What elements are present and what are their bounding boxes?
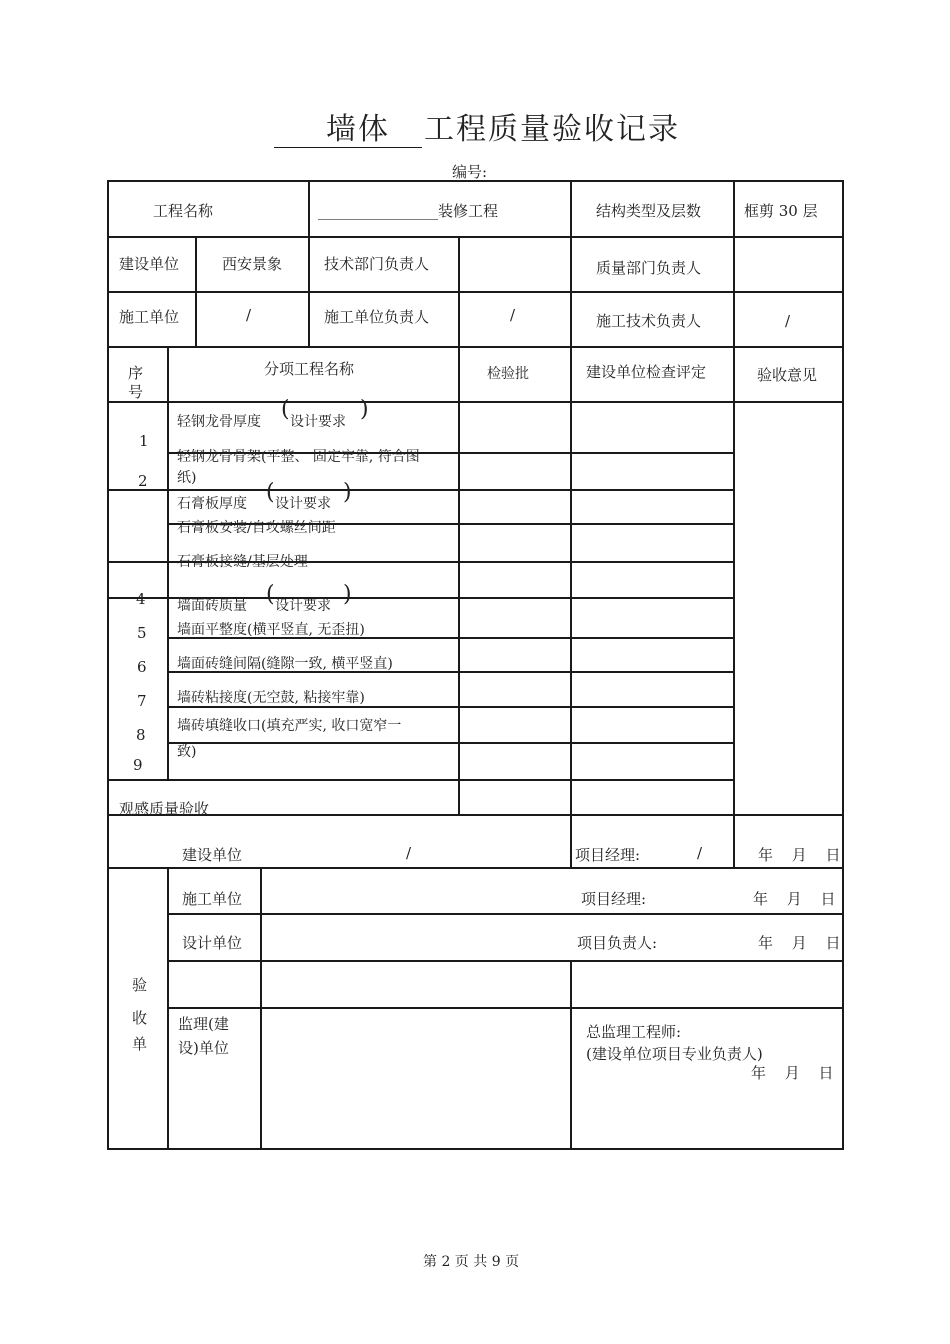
signoff-chief-line2: (建设单位项目专业负责人) bbox=[586, 1045, 763, 1063]
signoff-supervisor-line2: 设)单位 bbox=[178, 1039, 229, 1057]
col-seq-b: 号 bbox=[128, 383, 144, 401]
signoff-builder-label: 建设单位 bbox=[182, 846, 243, 864]
number-label: 编号: bbox=[452, 163, 488, 181]
page-footer: 第 2 页 共 9 页 bbox=[423, 1254, 520, 1270]
title-underline bbox=[274, 147, 422, 148]
item-3b-name: 石膏板安装/自攻螺丝间距 bbox=[177, 520, 336, 536]
item-4-open: ( bbox=[266, 582, 275, 607]
signoff-pm-label: 项目经理: bbox=[575, 846, 641, 864]
builder-value: 西安景象 bbox=[222, 255, 283, 273]
item-9-number: 9 bbox=[133, 756, 143, 774]
builder-label: 建设单位 bbox=[119, 255, 180, 273]
contractor-head-value: / bbox=[510, 306, 516, 324]
col-seq-a: 序 bbox=[128, 364, 144, 382]
item-5-number: 5 bbox=[137, 624, 147, 642]
item-4-name: 墙面砖质量 bbox=[177, 598, 247, 614]
signoff-pm-value: / bbox=[697, 844, 703, 862]
project-name-value: ________________装修工程 bbox=[318, 202, 499, 220]
structure-label: 结构类型及层数 bbox=[596, 202, 702, 220]
signoff-date-2: 年 月 日 bbox=[753, 890, 836, 908]
item-2-line2: 纸) bbox=[177, 470, 197, 486]
item-1-number: 1 bbox=[139, 432, 149, 450]
signoff-design-label: 设计单位 bbox=[182, 934, 243, 952]
quality-head-label: 质量部门负责人 bbox=[596, 259, 702, 277]
item-8-line1: 墙砖填缝收口(填充严实, 收口宽窄一 bbox=[177, 718, 402, 734]
contractor-value: / bbox=[246, 306, 252, 324]
appearance-label: 观感质量验收 bbox=[119, 800, 210, 818]
acceptance-c: 单 bbox=[132, 1035, 148, 1053]
item-6-number: 6 bbox=[137, 658, 147, 676]
signoff-supervisor-line1: 监理(建 bbox=[178, 1015, 229, 1033]
item-1-close: ) bbox=[360, 397, 369, 422]
project-name-label: 工程名称 bbox=[153, 202, 214, 220]
title-prefix: 墙体 bbox=[326, 112, 390, 147]
item-2-number: 2 bbox=[138, 472, 148, 490]
item-3-req: 设计要求 bbox=[275, 496, 331, 512]
signoff-date-3: 年 月 日 bbox=[758, 934, 841, 952]
construction-tech-head-label: 施工技术负责人 bbox=[596, 312, 702, 330]
col-evaluation: 建设单位检查评定 bbox=[586, 363, 707, 381]
signoff-chief-line1: 总监理工程师: bbox=[586, 1023, 682, 1041]
item-4-close: ) bbox=[343, 582, 352, 607]
contractor-label: 施工单位 bbox=[119, 308, 180, 326]
item-7-number: 7 bbox=[137, 692, 147, 710]
item-1-open: ( bbox=[281, 397, 290, 422]
acceptance-b: 收 bbox=[132, 1009, 148, 1027]
construction-tech-head-value: / bbox=[785, 312, 791, 330]
col-batch: 检验批 bbox=[487, 366, 529, 382]
item-4-number: 4 bbox=[136, 590, 146, 608]
document-title: 工程质量验收记录 bbox=[424, 112, 680, 147]
signoff-date-4: 年 月 日 bbox=[751, 1064, 834, 1082]
item-6-name: 墙面砖缝间隔(缝隙一致, 横平竖直) bbox=[177, 656, 393, 672]
item-3c-name: 石膏板接缝/基层处理 bbox=[177, 554, 308, 570]
item-1-req: 设计要求 bbox=[290, 414, 346, 430]
item-8-number: 8 bbox=[136, 726, 146, 744]
signoff-contractor-label: 施工单位 bbox=[182, 890, 243, 908]
item-2-line1: 轻钢龙骨骨架(平整、 固定牢靠, 符合图 bbox=[177, 449, 420, 465]
item-3-open: ( bbox=[266, 480, 275, 505]
structure-value: 框剪 30 层 bbox=[744, 202, 818, 220]
tech-head-label: 技术部门负责人 bbox=[324, 255, 430, 273]
signoff-design-head: 项目负责人: bbox=[577, 934, 658, 952]
item-7-name: 墙砖粘接度(无空鼓, 粘接牢靠) bbox=[177, 690, 365, 706]
item-3-close: ) bbox=[343, 480, 352, 505]
signoff-contractor-pm: 项目经理: bbox=[581, 890, 647, 908]
signoff-date-1: 年 月 日 bbox=[758, 846, 841, 864]
item-1-name: 轻钢龙骨厚度 bbox=[177, 414, 261, 430]
item-3-name: 石膏板厚度 bbox=[177, 496, 247, 512]
signoff-builder-value: / bbox=[406, 844, 412, 862]
col-opinion: 验收意见 bbox=[757, 366, 818, 384]
item-8-line2: 致) bbox=[177, 744, 197, 760]
item-4-req: 设计要求 bbox=[275, 598, 331, 614]
item-5-name: 墙面平整度(横平竖直, 无歪扭) bbox=[177, 622, 365, 638]
contractor-head-label: 施工单位负责人 bbox=[324, 308, 430, 326]
col-item: 分项工程名称 bbox=[264, 360, 355, 378]
acceptance-a: 验 bbox=[132, 976, 148, 994]
